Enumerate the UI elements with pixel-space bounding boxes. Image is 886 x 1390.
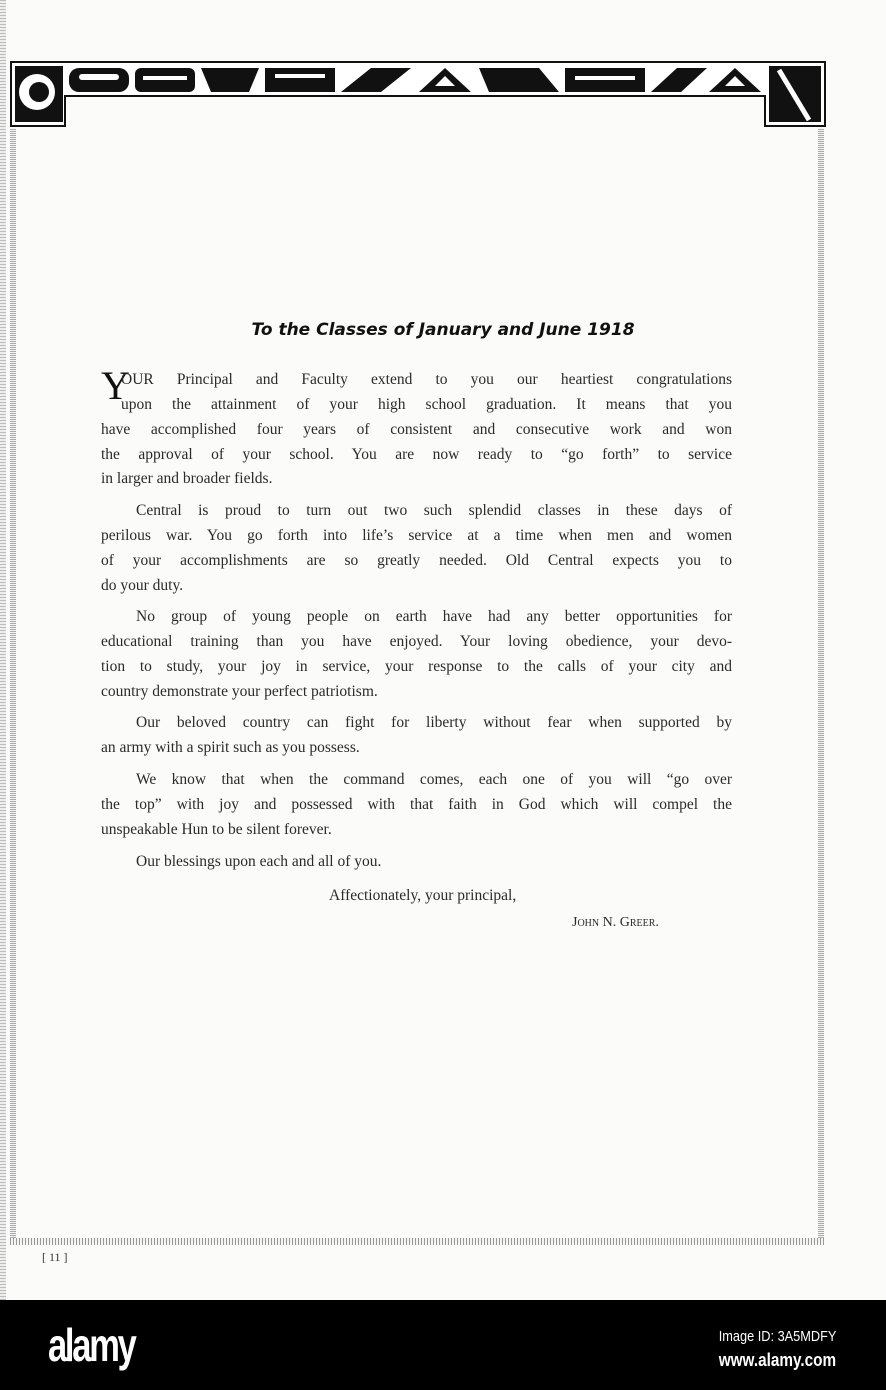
text-line: in larger and broader fields. bbox=[101, 470, 273, 487]
left-border bbox=[10, 128, 16, 1244]
bottom-border bbox=[10, 1238, 824, 1245]
closing: Affectionately, your principal, bbox=[329, 887, 517, 904]
text-line: unspeakable Hun to be silent forever. bbox=[101, 821, 332, 838]
drop-cap: Y bbox=[101, 363, 130, 408]
right-border bbox=[818, 128, 824, 1244]
text-line: OUR Principal and Faculty extend to you our heartiest congratulations bbox=[121, 371, 732, 388]
alamy-logo: alamy bbox=[48, 1319, 135, 1371]
text-line: the top” with joy and possessed with that faith in God which will compel the bbox=[101, 796, 732, 813]
signature: John N. Greer. bbox=[572, 915, 659, 930]
text-line: We know that when the command comes, each one of you will “go over bbox=[136, 771, 732, 788]
watermark-bar bbox=[0, 1300, 886, 1390]
text-line: upon the attainment of your high school graduation. It means that you bbox=[121, 396, 732, 413]
text-line: country demonstrate your perfect patriotism. bbox=[101, 683, 378, 700]
text-line: perilous war. You go forth into life’s service at a time when men and women bbox=[101, 527, 732, 544]
text-line: educational training than you have enjoyed. Your loving obedience, your devo- bbox=[101, 633, 732, 650]
text-line: have accomplished four years of consistent and consecutive work and won bbox=[101, 421, 732, 438]
text-line: Our blessings upon each and all of you. bbox=[136, 853, 382, 870]
central-ornamental-header bbox=[9, 58, 827, 128]
text-line: do your duty. bbox=[101, 577, 184, 594]
text-line: the approval of your school. You are now ready to “go forth” to service bbox=[101, 446, 732, 463]
letter-title: To the Classes of January and June 1918 bbox=[251, 320, 635, 340]
text-line: tion to study, your joy in service, your response to the calls of your city and bbox=[101, 658, 732, 675]
page-number: [ 11 ] bbox=[42, 1250, 68, 1264]
binding-gutter bbox=[0, 0, 6, 1300]
text-line: an army with a spirit such as you possess. bbox=[101, 739, 360, 756]
watermark-url: www.alamy.com bbox=[718, 1350, 836, 1370]
text-line: Central is proud to turn out two such splendid classes in these days of bbox=[136, 502, 732, 519]
text-line: of your accomplishments are so greatly needed. Old Central expects you to bbox=[101, 552, 732, 569]
text-line: Our beloved country can fight for liberty without fear when supported by bbox=[136, 714, 732, 731]
image-id: Image ID: 3A5MDFY bbox=[718, 1328, 836, 1345]
text-line: No group of young people on earth have had any better opportunities for bbox=[136, 608, 732, 625]
